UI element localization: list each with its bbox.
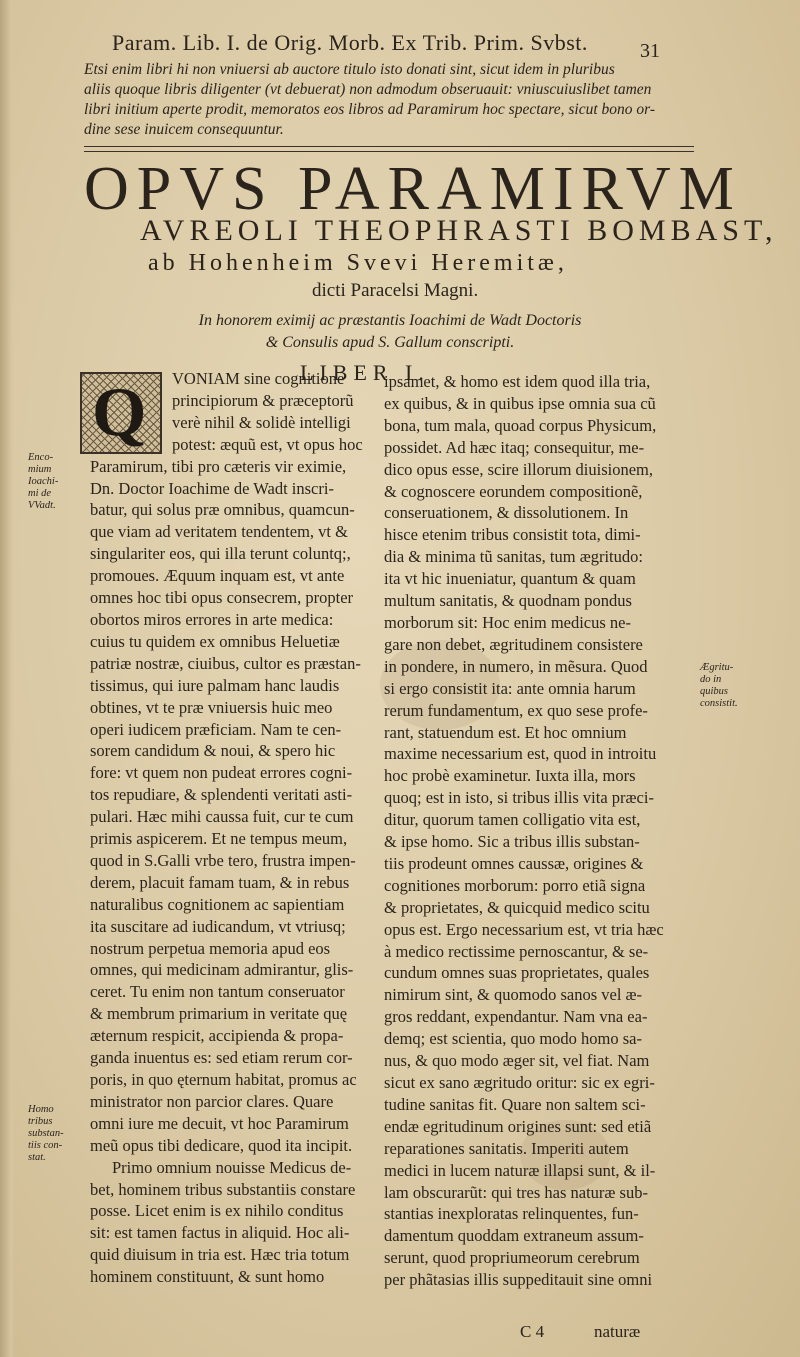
folio-number: 31 (640, 40, 660, 62)
text-line: dia & minima tũ sanitas, tum ægritudo: (384, 547, 643, 567)
margin-note-line: tribus (28, 1116, 53, 1127)
text-line: ipsamet, & homo est idem quod illa tria, (384, 372, 651, 391)
text-line: nus, & quo modo æger sit, vel fiat. Nam (384, 1051, 650, 1071)
margin-note-line: mium (28, 464, 52, 475)
text-line: ganda inuentus es: sed etiam rerum cor- (90, 1048, 353, 1068)
text-line: que viam ad veritatem tendentem, vt & (90, 522, 348, 542)
text-line: bet, hominem tribus substantiis constare (90, 1179, 356, 1199)
text-line: tissimus, qui iure palmam hanc laudis (90, 675, 340, 695)
text-line: meũ opus tibi dedicare, quod ita incipit. (90, 1135, 353, 1155)
text-line: hisce etenim tribus consistit tota, dimi- (384, 525, 641, 545)
text-line: & cognoscere eorundem compositionẽ, (384, 481, 643, 501)
text-line: quoq; est in isto, si tribus illis vita præci- (384, 788, 654, 808)
text-line: ditur, quorum tamen colligatio vita est, (384, 810, 641, 830)
text-line: fore: vt quem non pudeat errores cogni- (90, 763, 353, 783)
text-line: opus est. Ergo necessarium est, vt tria hæc (384, 919, 664, 939)
text-line: primis aspicerem. Et ne tempus meum, (90, 829, 348, 849)
text-line: demq; est scientia, quo modo homo sa- (384, 1029, 642, 1049)
text-line: cuius tu quidem ex omnibus Heluetiæ (90, 631, 340, 651)
text-line: ceret. Tu enim non tantum conseruator (90, 982, 345, 1002)
running-head: Param. Lib. I. de Orig. Morb. Ex Trib. Prim. Svbst. (112, 30, 588, 55)
text-line: per phãtasias illis suppeditauit sine omni (384, 1270, 653, 1290)
text-line: quod in S.Galli vrbe tero, frustra impen- (90, 850, 356, 870)
text-line: & proprietates, & quicquid medico scitu (384, 897, 650, 917)
page-spine-shadow (0, 0, 14, 1357)
text-line: tiis prodeunt omnes caussæ, origines & (384, 853, 644, 873)
margin-note-encomium (28, 452, 76, 512)
text-line: singulariter eos, qui illa terunt coluntq;, (90, 544, 351, 564)
text-line: dico opus esse, scire illorum diuisionem, (384, 459, 654, 479)
text-line: tudine sanitas fit. Quare non saltem sci- (384, 1094, 646, 1114)
author-line-3: dicti Paracelsi Magni. (312, 280, 479, 301)
text-line: hoc probè examinetur. Iuxta illa, mors (384, 766, 636, 786)
intro-paragraph (84, 60, 714, 140)
text-line: sorem candidum & noui, & spero hic (90, 741, 336, 761)
text-line: promoues. Æquum inquam est, vt ante (90, 566, 345, 586)
text-line: à medico rectissime pernoscantur, & se- (384, 941, 649, 961)
margin-note-line: mi de (28, 488, 52, 499)
text-line: & ipse homo. Sic a tribus illis substan- (384, 832, 640, 852)
text-line: posse. Licet enim is ex nihilo conditus (90, 1201, 344, 1221)
text-line: ex quibus, & in quibus ipse omnia sua cũ (384, 393, 656, 413)
margin-note-aegritudo (700, 662, 754, 710)
author-line-1: AVREOLI THEOPHRASTI BOMBAST, (140, 214, 778, 247)
text-line: obortos miros errores in arte medica: (90, 609, 334, 629)
margin-note-line: Enco- (28, 452, 54, 463)
margin-note-line: substan- (28, 1128, 64, 1139)
text-line: stantias inexploratas relinquentes, fun- (384, 1204, 639, 1224)
book-heading: LIBER I. (300, 360, 430, 385)
margin-note-line: Ægritu- (700, 662, 734, 673)
text-line: conseruationem, & dissolutionem. In (384, 503, 629, 523)
margin-note-line: VVadt. (28, 500, 56, 511)
text-line: Paramirum, tibi pro cæteris vir eximie, (90, 456, 347, 476)
divider-rule (84, 151, 694, 152)
margin-note-line: quibus (700, 686, 729, 697)
left-column (90, 368, 372, 1288)
text-line: gare non debet, ægritudinem consistere (384, 634, 643, 654)
text-line: omnes, qui medicinam admirantur, glis- (90, 960, 354, 980)
text-line: omni iure me decuit, vt hoc Paramirum (90, 1113, 349, 1133)
catchword: naturæ (594, 1322, 641, 1341)
author-line-2: ab Hohenheim Svevi Heremitæ, (148, 250, 568, 276)
text-line: derem, placuit famam tuam, & in rebus (90, 872, 350, 892)
text-line: verè nihil & solidè intelligi (172, 412, 351, 432)
text-line: æternum respicit, accipienda & propa- (90, 1026, 344, 1046)
work-title: OPVS PARAMIRVM (84, 155, 742, 223)
text-line: serunt, quod propriumeorum cerebrum (384, 1248, 640, 1268)
dedication-line: In honorem eximij ac præstantis Ioachimi de Wadt Doctoris (198, 312, 582, 329)
dedication-line: & Consulis apud S. Gallum conscripti. (265, 334, 515, 351)
text-line: rerum fundamentum, ex quo sese profe- (384, 700, 648, 720)
text-line: principiorum & præceptorũ (172, 390, 354, 410)
margin-note-line: stat. (28, 1152, 46, 1163)
text-line: ministrator non parcior clares. Quare (90, 1091, 334, 1111)
text-line: morborum sit: Hoc enim medicus ne- (384, 612, 631, 632)
margin-note-line: Ioachi- (28, 476, 59, 487)
intro-line: dine sese inuicem consequuntur. (84, 121, 284, 138)
margin-note-homo (28, 1104, 74, 1164)
text-line: multum sanitatis, & quodnam pondus (384, 591, 632, 611)
right-column (384, 371, 676, 1291)
text-line: ita vt hic inueniatur, quantum & quam (384, 569, 636, 589)
text-line: maxime necessarium est, quod in introitu (384, 744, 657, 764)
text-line: possidet. Ad hæc itaq; consequitur, me- (384, 437, 645, 457)
signature-mark: C 4 (520, 1322, 545, 1341)
text-line: gros reddant, expendantur. Nam vna ea- (384, 1007, 648, 1027)
text-line: VONIAM sine cognitione (172, 369, 345, 388)
intro-line: aliis quoque libris diligenter (vt debuerat) non admodum obseruauit: vniuscuiuslibet tamen (84, 81, 652, 98)
text-line: hominem constituunt, & sunt homo (90, 1267, 325, 1287)
text-line: quid diuisum in tria est. Hæc tria totum (90, 1245, 350, 1265)
text-line: sit: est tamen factus in aliquid. Hoc ali- (90, 1223, 350, 1243)
text-line: nostrum perpetua memoria apud eos (90, 938, 331, 958)
margin-note-line: tiis con- (28, 1140, 63, 1151)
text-line: batur, qui solus præ omnibus, quamcun- (90, 500, 355, 520)
text-line: medici in lucem naturæ illapsi sunt, & il- (384, 1160, 656, 1180)
text-line: Dn. Doctor Ioachime de Wadt inscri- (90, 478, 334, 498)
text-line: si ergo consistit ita: ante omnia harum (384, 678, 636, 698)
text-line: endæ egritudinum origines sunt: sed etiã (384, 1116, 652, 1136)
text-line: damentum quoddam extraneum assum- (384, 1226, 644, 1246)
text-line: potest: æquũ est, vt opus hoc (172, 434, 363, 454)
margin-note-line: Homo (28, 1104, 54, 1115)
text-line: naturalibus cognitionem ac sapientiam (90, 894, 345, 914)
initial-letter: Q (92, 374, 147, 451)
margin-note-line: do in (700, 674, 722, 685)
dedication (150, 310, 630, 354)
text-line: ita suscitare ad iudicandum, vt vtriusq; (90, 916, 346, 936)
text-line: cundum omnes suas proprietates, quales (384, 963, 650, 983)
divider-rule (84, 146, 694, 147)
margin-note-line: consistit. (700, 698, 738, 709)
text-line: pulari. Hæc mihi caussa fuit, cur te cum (90, 807, 354, 827)
text-line: cognitiones morborum: porro etiã signa (384, 875, 646, 895)
text-line: in pondere, in numero, in mẽsura. Quod (384, 656, 648, 676)
text-line: bona, tum mala, quoad corpus Physicum, (384, 415, 657, 435)
text-line: nimirum sint, & quomodo sanos vel æ- (384, 985, 643, 1005)
text-line: Primo omnium nouisse Medicus de- (112, 1157, 352, 1177)
intro-line: libri initium aperte prodit, memoratos eos libros ad Paramirum hoc spectare, sicut bono or- (84, 101, 656, 118)
text-line: & membrum primarium in veritate quę (90, 1004, 348, 1024)
text-line: poris, in quo ęternum habitat, promus ac (90, 1070, 357, 1089)
text-line: reparationes sanitatis. Imperiti autem (384, 1138, 629, 1158)
text-line: omnes hoc tibi opus consecrem, propter (90, 588, 354, 608)
text-line: obtines, vt te præ vniuersis huic meo (90, 697, 333, 717)
intro-line: Etsi enim libri hi non vniuersi ab auctore titulo isto donati sint, sicut idem in pluribus (84, 61, 615, 78)
text-line: patriæ nostræ, ciuibus, cultor es præstan- (90, 653, 361, 673)
text-line: lam obscurarũt: qui tres has naturæ sub- (384, 1182, 648, 1202)
text-line: tos repudiare, & splendenti veritati asti- (90, 785, 353, 805)
text-line: sicut ex sano ægritudo oritur: sic ex egri- (384, 1073, 655, 1092)
text-line: rant, statuendum est. Et hoc omnium (384, 722, 627, 742)
text-line: operi iudicem præficiam. Nam te cen- (90, 719, 342, 739)
